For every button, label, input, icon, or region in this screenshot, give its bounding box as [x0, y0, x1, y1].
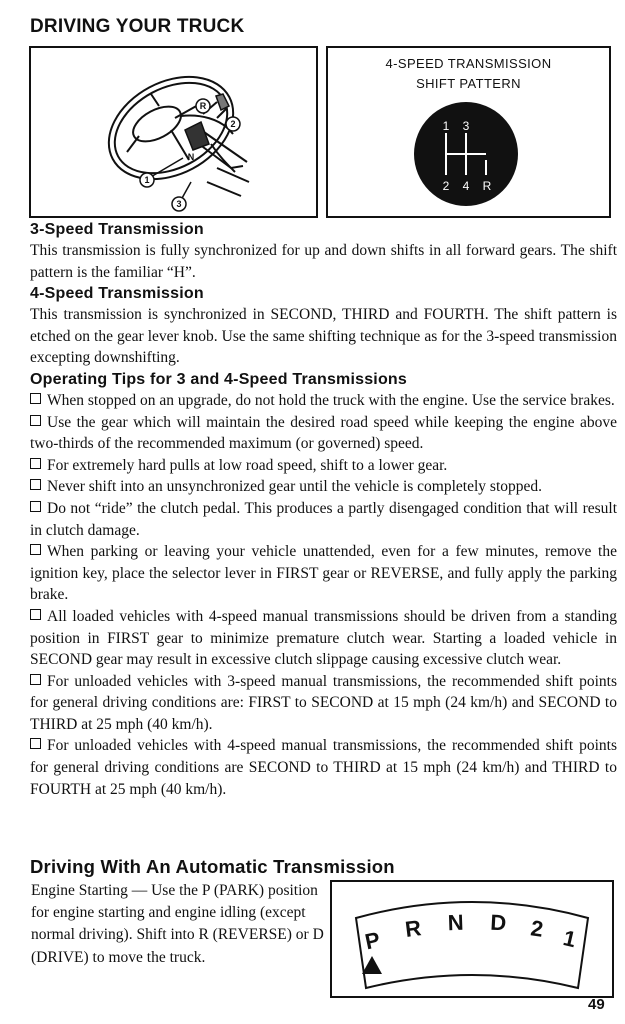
gear-selector-dial — [332, 882, 612, 996]
gear-3: 3 — [462, 119, 470, 133]
section-body-automatic: Engine Starting — Use the P (PARK) position for engine starting and engine idling (except normal driving). Shift into R (REVERSE) or D (DRIVE) to move the truck. — [31, 882, 324, 966]
page-number: 49 — [588, 996, 605, 1013]
steering-column-figure — [29, 46, 318, 218]
caption-line-2: SHIFT PATTERN — [416, 76, 521, 91]
gear-1: 1 — [442, 119, 450, 133]
gear-4: 4 — [462, 179, 470, 193]
marker-r: R — [199, 101, 207, 111]
tip-item — [30, 606, 617, 671]
checkbox-bullet-icon — [30, 479, 41, 490]
tip-item — [30, 498, 617, 541]
caption-line-1: 4-SPEED TRANSMISSION — [385, 56, 552, 71]
checkbox-bullet-icon — [30, 544, 41, 555]
tip-text: For unloaded vehicles with 3-speed manual transmissions, the recommended shift points for general driving conditions are: FIRST to SECOND at 15 mph (24 km/h) and SECOND to THIRD at 25 mph (40 km/h). — [30, 672, 617, 733]
tip-item — [30, 671, 617, 736]
shift-knob — [328, 48, 609, 216]
gear-2: 2 — [442, 179, 450, 193]
pointer-icon — [362, 956, 382, 974]
checkbox-bullet-icon — [30, 609, 41, 620]
marker-3: 3 — [176, 199, 182, 209]
marker-1: 1 — [144, 175, 150, 185]
section-body-4-speed: This transmission is synchronized in SECOND, THIRD and FOURTH. The shift pattern is etched on the gear lever knob. Use the same shifting technique as for the 3-speed transmission excepting downshifting. — [30, 306, 617, 367]
checkbox-bullet-icon — [30, 501, 41, 512]
main-text — [30, 219, 617, 800]
section-body-3-speed: This transmission is fully synchronized for up and down shifts in all forward gears. The shift pattern is the familiar “H”. — [30, 242, 617, 281]
section-heading-3-speed: 3-Speed Transmission — [30, 221, 204, 238]
checkbox-bullet-icon — [30, 674, 41, 685]
marker-n: N — [187, 152, 195, 162]
shift-pattern-figure — [326, 46, 611, 218]
section-heading-automatic: Driving With An Automatic Transmission — [30, 856, 395, 877]
steering-wheel-illustration — [31, 48, 316, 216]
tip-item — [30, 541, 617, 606]
tip-text: When stopped on an upgrade, do not hold the truck with the engine. Use the service brakes. — [47, 391, 615, 409]
marker-2: 2 — [230, 119, 236, 129]
tip-text: For unloaded vehicles with 4-speed manual transmissions, the recommended shift points for general driving conditions are SECOND to THIRD at 15 mph (24 km/h) and THIRD to FOURTH at 25 mph (40 km/h). — [30, 737, 617, 798]
page-title: DRIVING YOUR TRUCK — [30, 16, 245, 37]
tip-item — [30, 455, 617, 477]
checkbox-bullet-icon — [30, 458, 41, 469]
gear-selector-figure — [330, 880, 614, 998]
selector-p: P — [362, 926, 383, 955]
tip-text: All loaded vehicles with 4-speed manual transmissions should be driven from a standing position in FIRST gear to minimize premature clutch wear. Starting a loaded vehicle in SECOND gear may result in excessive clutch slippage causing excessive clutch wear. — [30, 607, 617, 669]
tip-item — [30, 735, 617, 800]
checkbox-bullet-icon — [30, 738, 41, 749]
section-heading-tips: Operating Tips for 3 and 4-Speed Transmissions — [30, 370, 407, 388]
selector-1: 1 — [560, 925, 579, 953]
tip-text: When parking or leaving your vehicle unattended, even for a few minutes, remove the ignition key, place the selector lever in FIRST gear or REVERSE, and fully apply the parking brake. — [30, 543, 617, 604]
tip-item — [30, 412, 617, 455]
tip-text: For extremely hard pulls at low road speed, shift to a lower gear. — [47, 456, 448, 474]
tip-text: Never shift into an unsynchronized gear until the vehicle is completely stopped. — [47, 478, 543, 496]
tip-text: Do not “ride” the clutch pedal. This produces a partly disengaged condition that will result in clutch damage. — [30, 499, 617, 539]
selector-d: D — [489, 909, 507, 936]
checkbox-bullet-icon — [30, 415, 41, 426]
tip-item — [30, 476, 617, 498]
tip-text: Use the gear which will maintain the desired road speed while keeping the engine above two-thirds of the recommended maximum (or governed) speed. — [30, 413, 617, 453]
selector-r: R — [403, 915, 423, 942]
gear-r: R — [482, 179, 492, 193]
selector-2: 2 — [529, 915, 545, 942]
section-heading-4-speed: 4-Speed Transmission — [30, 285, 204, 303]
tip-item — [30, 390, 617, 412]
checkbox-bullet-icon — [30, 393, 41, 404]
selector-n: N — [447, 909, 465, 936]
